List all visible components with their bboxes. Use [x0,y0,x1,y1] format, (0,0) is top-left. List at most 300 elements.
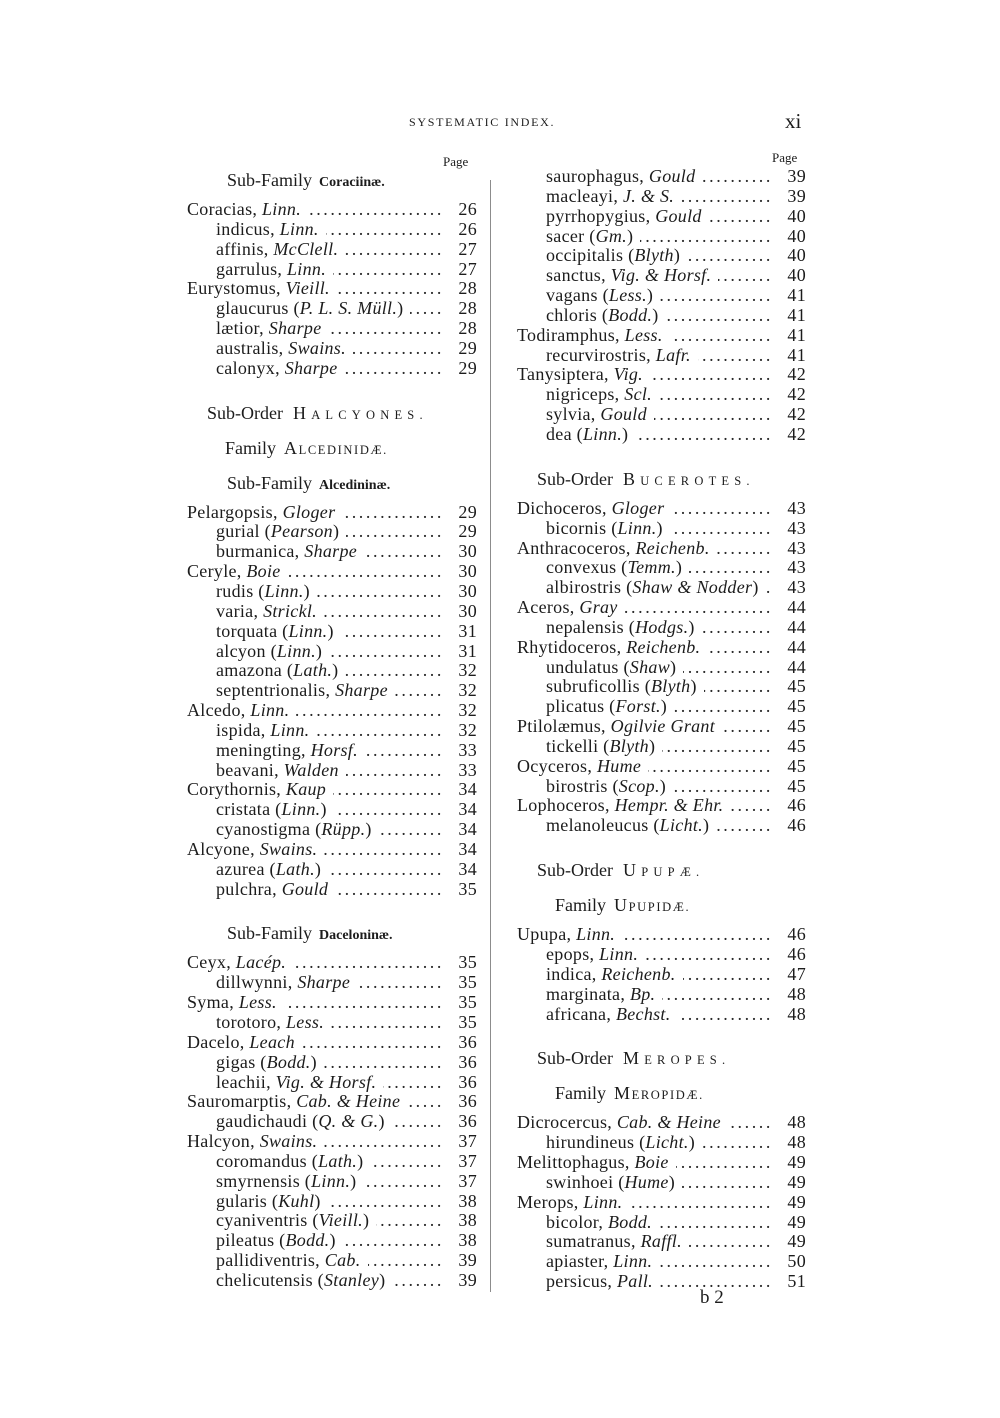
dot-leader [648,757,773,777]
taxon [187,1092,400,1112]
taxon-author: Gloger [611,497,665,518]
heading-rank-label: Sub-Order [537,468,613,489]
taxon [546,697,667,717]
page-number: 39 [787,166,806,186]
species-entry [517,1272,806,1292]
page-number: 42 [787,384,806,405]
page-number: 49 [787,1152,806,1173]
page-number: 30 [458,541,477,562]
taxon [216,1013,324,1033]
page-number: 45 [787,735,806,756]
taxon-author: Gould [648,166,696,186]
genus-entry [517,1153,806,1173]
species-entry [187,1013,477,1033]
page-number: 40 [787,265,806,286]
taxon [216,741,358,761]
genus-entry [187,1132,477,1152]
page-number: 49 [787,1231,806,1252]
closing-parenthesis: ) [365,819,372,840]
taxon [216,240,338,260]
taxon-author: Ogilvie Grant [610,716,716,737]
page-number: 30 [458,580,477,601]
taxon-name: alcyon ( [216,640,277,661]
taxon [546,985,655,1005]
taxon-author: Hume [624,1171,669,1192]
taxon-author: Bodd. [607,1211,652,1232]
taxon-name: Anthracoceros, [517,537,636,558]
taxon-author: Linn. [264,580,304,601]
dot-leader [410,299,444,319]
taxon [216,1251,361,1271]
taxon [216,1112,385,1132]
species-entry [517,306,806,326]
taxon [216,339,346,359]
taxon-name: affinis, [216,238,274,259]
dot-leader [370,1152,444,1172]
dot-leader [333,780,444,800]
dot-leader [346,522,444,542]
species-entry [517,1232,806,1252]
dot-leader [333,260,444,280]
taxon [216,602,317,622]
taxon [546,558,682,578]
taxon-author: Gm. [595,225,627,246]
dot-leader [716,816,773,836]
taxon-author: Cab. & Heine [616,1112,721,1133]
genus-entry [187,993,477,1013]
taxon [187,780,326,800]
page-number: 35 [458,972,477,993]
taxon-name: vagans ( [546,285,609,306]
closing-parenthesis: ) [688,1132,695,1153]
species-entry [517,425,806,445]
heading-taxon-name: MEROPES. [622,1048,731,1069]
taxon-name: subruficollis ( [546,676,651,697]
page-number: 34 [458,779,477,800]
species-entry [187,522,477,542]
page-number: 45 [787,755,806,776]
closing-parenthesis: ) [329,1230,336,1251]
page-number: 39 [787,185,806,206]
dot-leader [379,820,444,840]
page-number: 29 [458,501,477,522]
taxon-name: Lophoceros, [517,795,615,816]
species-entry [187,299,477,319]
taxon-name: nigriceps, [546,384,625,405]
dot-leader [357,973,444,993]
page-number: 45 [787,696,806,717]
taxon-name: Upupa, [517,924,577,945]
heading-rank-label: Sub-Order [537,860,613,881]
taxon-author: Linn. [613,1251,653,1272]
closing-parenthesis: ) [357,1150,364,1171]
taxon-name: gigas ( [216,1051,267,1072]
page-number: 44 [787,636,806,657]
page-number: 46 [787,944,806,964]
taxon-name: Ptilolæmus, [517,716,611,737]
taxon [517,598,618,618]
dot-leader [665,306,773,326]
taxon-name: australis, [216,337,289,358]
page-number: 32 [458,660,477,681]
closing-parenthesis: ) [702,815,710,836]
dot-leader [328,860,444,880]
taxon [216,1073,376,1093]
taxon-name: calonyx, [216,357,285,378]
taxon-author: Scl. [624,384,652,405]
taxon [216,1053,317,1073]
genus-entry [187,1033,477,1053]
page-number: 43 [787,577,806,598]
dot-leader [704,677,773,697]
taxon-author: Hempr. & Ehr. [614,795,724,816]
suborder-heading [517,469,806,489]
taxon-author: Lacép. [235,952,287,973]
species-entry [187,260,477,280]
taxon [216,622,334,642]
species-entry [517,965,806,985]
taxon [546,1213,652,1233]
dot-leader [645,945,773,965]
species-entry [517,578,806,598]
species-entry [517,286,806,306]
taxon-name: Aceros, [517,597,580,618]
taxon-author: Linn. [281,799,321,820]
species-entry [517,167,806,187]
taxon-author: Linn. [288,620,328,641]
family-heading [517,895,806,915]
taxon-name: africana, [546,1003,616,1024]
taxon-author: Linn. [279,218,319,239]
dot-leader [681,187,773,207]
taxon-author: Shaw [629,656,671,677]
taxon-author: Lath. [275,858,315,879]
taxon-author: Strickl. [263,600,317,621]
taxon [216,721,309,741]
species-entry [517,266,806,286]
taxon-author: Lath. [293,660,333,681]
suborder-heading [517,860,806,880]
taxon-name: rudis ( [216,580,265,601]
taxon-name: bicornis ( [546,517,618,538]
taxon-name: marginata, [546,983,630,1004]
taxon-author: Kaup [285,779,327,800]
species-entry [187,622,477,642]
dot-leader [395,681,444,701]
heading-taxon-name: ALCEDINIDÆ. [284,437,388,458]
genus-entry [517,717,806,737]
taxon-author: Bodd. [266,1051,311,1072]
dot-leader [288,562,444,582]
species-entry [517,246,806,266]
running-title: SYSTEMATIC INDEX. [409,115,556,129]
taxon [216,1152,363,1172]
page-number: 48 [787,1003,806,1024]
dot-leader [671,499,773,519]
taxon [216,1172,356,1192]
taxon-author: Reichenb. [626,636,701,657]
page-number: 45 [787,716,806,737]
taxon-name: torotoro, [216,1012,286,1032]
taxon [216,1192,321,1212]
closing-parenthesis: ) [362,1210,370,1231]
taxon-name: Ceyx, [187,952,236,973]
page-number: 49 [787,1211,806,1232]
taxon-name: varia, [216,600,264,621]
dot-leader [316,721,444,741]
species-entry [187,319,477,339]
taxon-name: Dacelo, [187,1031,250,1052]
taxon-author: Raffl. [640,1231,682,1252]
heading-rank-label: Sub-Order [537,1048,613,1069]
taxon-name: pallidiventris, [216,1250,325,1271]
taxon-author: Boie [246,561,281,582]
page-number: 34 [458,819,477,840]
heading-rank-label: Sub-Family [227,923,313,944]
taxon [546,425,628,445]
page-number: 44 [787,616,806,637]
taxon [546,187,674,207]
dot-leader [689,1232,773,1252]
dot-leader [392,1271,444,1291]
taxon [546,167,695,187]
taxon-name: cristata ( [216,799,282,820]
taxon [187,279,330,299]
taxon-name: coromandus ( [216,1150,319,1171]
taxon-name: beavani, [216,759,284,780]
taxon-author: Gould [600,404,647,425]
taxon-name: burmanica, [216,541,305,562]
dot-leader [673,777,773,797]
taxon [216,522,339,542]
dot-leader [324,840,444,860]
taxon-name: Eurystomus, [187,278,286,299]
heading-taxon-name: MEROPIDÆ. [614,1083,704,1104]
taxon-author: Temm. [627,557,676,578]
closing-parenthesis: ) [648,735,656,756]
taxon-name: torquata ( [216,620,289,641]
taxon-author: Lath. [318,1150,358,1171]
dot-leader [659,1213,773,1233]
taxon-author: P. L. S. Müll. [299,298,398,319]
taxon [517,638,700,658]
taxon-author: Rüpp. [321,819,366,840]
taxon [546,658,676,678]
genus-entry [187,701,477,721]
taxon-name: bicolor, [546,1211,608,1232]
taxon-name: gularis ( [216,1190,279,1211]
dot-leader [718,266,773,286]
species-entry [187,339,477,359]
species-entry [187,1172,477,1192]
dot-leader [328,319,444,339]
taxon [216,661,338,681]
taxon-name: smyrnensis ( [216,1170,312,1191]
taxon-name: indicus, [216,218,280,239]
taxon-author: Less. [624,324,663,345]
species-entry [187,582,477,602]
species-entry [517,187,806,207]
page-number: 36 [458,1071,477,1092]
species-entry [517,777,806,797]
page-number: 41 [787,304,806,325]
genus-entry [517,365,806,385]
taxon-author: Reichenb. [601,963,676,984]
left-index-column [187,170,477,1291]
taxon-author: Bp. [629,983,656,1004]
dot-leader [326,220,444,240]
dot-leader [622,925,773,945]
taxon [216,220,319,240]
taxon-author: Linn. [261,199,301,219]
page-number: 26 [458,218,477,239]
closing-parenthesis: ) [668,1171,675,1192]
taxon-name: Syma, [187,992,239,1013]
heading-rank-label: Sub-Family [227,170,313,190]
taxon [216,973,350,993]
page-number: 43 [787,497,806,518]
taxon-author: Linn. [617,517,657,538]
taxon-name: lætior, [216,318,269,339]
subfamily-heading [187,473,477,493]
species-entry [187,642,477,662]
genus-entry [187,503,477,523]
dot-leader [329,642,444,662]
closing-parenthesis: ) [350,1170,357,1191]
taxon-author: Gray [579,597,618,618]
species-entry [187,860,477,880]
species-entry [187,1152,477,1172]
dot-leader [335,880,444,900]
dot-leader [346,761,444,781]
closing-parenthesis: ) [314,858,322,879]
taxon-name: gaudichaudi ( [216,1111,319,1132]
taxon-name: septentrionalis, [216,680,336,701]
page-number: 34 [458,799,477,820]
taxon-author: Stanley [323,1269,380,1290]
closing-parenthesis: ) [690,676,697,697]
dot-leader [324,602,444,622]
taxon-name: plicatus ( [546,696,616,717]
page-number: 36 [458,1111,477,1132]
dot-leader [317,582,444,602]
page-number: 32 [458,680,477,701]
species-entry [517,346,806,366]
genus-entry [517,925,806,945]
species-entry [187,1112,477,1132]
dot-leader [308,200,444,220]
taxon-name: Ceryle, [187,561,247,582]
taxon-author: Hume [596,755,642,776]
taxon [546,1272,653,1292]
taxon [187,562,281,582]
taxon-author: Vig. & Horsf. [610,265,712,286]
taxon-author: Sharpe [284,357,338,378]
dot-leader [722,717,773,737]
taxon [546,1232,682,1252]
genus-entry [517,499,806,519]
taxon-name: pyrrhopygius, [546,205,656,226]
page-number: 43 [787,537,806,558]
species-entry [517,945,806,965]
page-number: 48 [787,1112,806,1133]
taxon-author: Less. [608,285,647,306]
species-entry [517,519,806,539]
page-number: 44 [787,597,806,618]
taxon-name: Sauromarptis, [187,1091,297,1112]
page-number: 30 [458,600,477,621]
taxon-author: Lafr. [655,344,691,365]
page-number: 33 [458,759,477,780]
heading-taxon-name: UPUPÆ. [622,860,705,881]
taxon [517,925,615,945]
species-entry [517,677,806,697]
taxon-author: Licht. [659,815,703,836]
suborder-heading [187,403,477,423]
heading-taxon-name: UPUPIDÆ. [614,895,691,916]
taxon [216,820,372,840]
closing-parenthesis: ) [626,225,634,246]
species-entry [187,1073,477,1093]
taxon-author: Less. [238,992,277,1013]
family-heading [517,1083,806,1103]
taxon [216,1211,369,1231]
taxon-author: Blyth [634,245,674,266]
taxon-name: melanoleucus ( [546,815,660,836]
dot-leader [345,240,444,260]
page-number: 43 [787,517,806,538]
taxon-name: garrulus, [216,258,287,279]
taxon [517,1193,622,1213]
closing-parenthesis: ) [333,521,340,542]
page-number: 31 [458,620,477,641]
dot-leader [343,1231,444,1251]
page-number: 42 [787,404,806,425]
page-column-label: Page [772,150,798,165]
taxon-author: Cab. [324,1250,361,1271]
page-number: 43 [787,557,806,578]
page-number: 45 [787,775,806,796]
taxon-author: Reichenb. [635,537,710,558]
dot-leader [629,1193,773,1213]
closing-parenthesis: ) [752,577,759,598]
taxon-name: sylvia, [546,404,601,425]
taxon [517,796,723,816]
species-entry [187,1251,477,1271]
taxon-author: Pall. [616,1271,653,1292]
closing-parenthesis: ) [652,304,659,325]
dot-leader [284,993,444,1013]
taxon [216,761,339,781]
page-number: 37 [458,1170,477,1191]
species-entry [187,1053,477,1073]
closing-parenthesis: ) [303,580,310,601]
taxon-author: Leach [249,1031,295,1052]
page-number: 28 [458,298,477,319]
closing-parenthesis: ) [310,1051,317,1072]
page-number: 37 [458,1131,477,1152]
genus-entry [517,796,806,816]
taxon-name: hirundineus ( [546,1132,646,1153]
species-entry [187,741,477,761]
page-number: 39 [458,1269,477,1290]
page-number: 41 [787,344,806,365]
taxon-name: birostris ( [546,775,619,796]
taxon-name: Merops, [517,1191,584,1212]
taxon-author: Q. & G. [318,1111,379,1132]
taxon [517,1153,669,1173]
genus-entry [187,780,477,800]
